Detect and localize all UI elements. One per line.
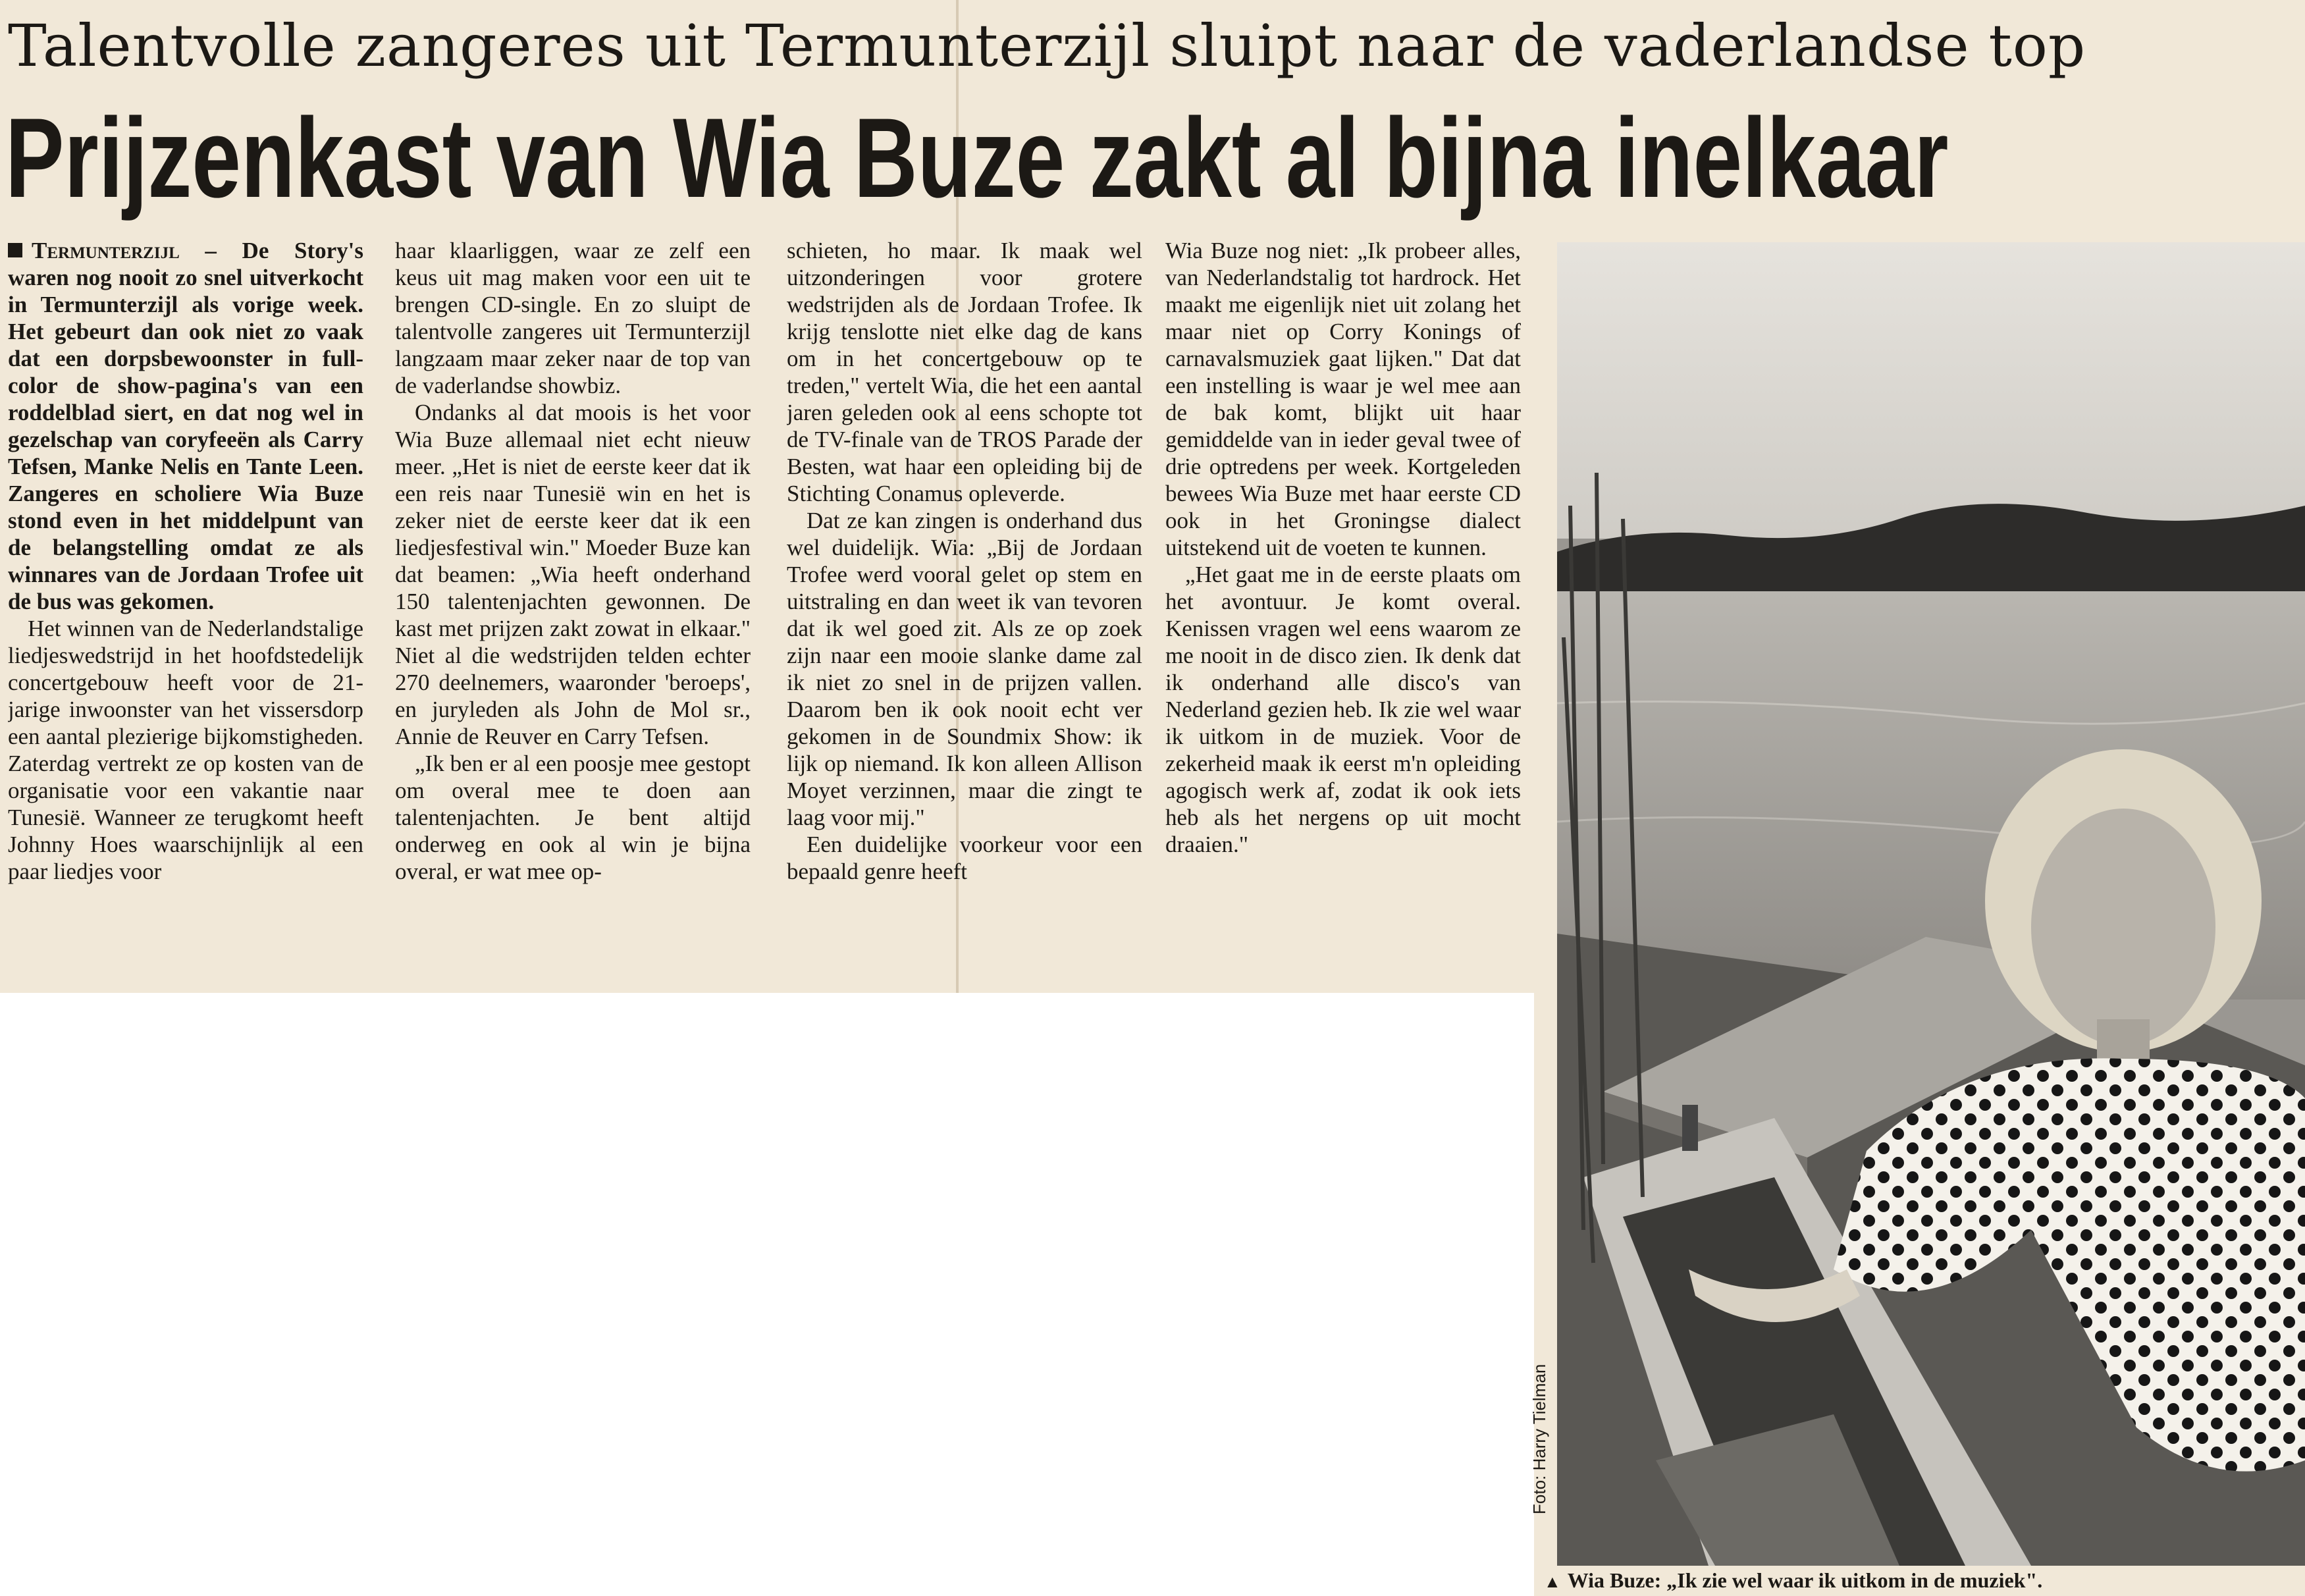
photo-woman-in-boat-image bbox=[1557, 242, 2305, 1566]
body-paragraph: Dat ze kan zingen is onderhand dus wel duidelijk. Wia: „Bij de Jordaan Trofee werd vooral gelet op stem en uitstraling en dan weet ik van tevoren dat ik wel goed zit. Als ze op zoek zijn naar een mooie slanke dame zal ik niet zo snel in de prijzen vallen. Daarom ben ik ook nooit echt ver gekomen in de Soundmix Show: ik lijk op niemand. Ik kon alleen Allison Moyet verzinnen, maar die zingt te laag voor mij." bbox=[787, 508, 1142, 830]
body-paragraph: Het winnen van de Nederlandstalige liedjeswedstrijd in het hoofdstedelijk concertgebouw heeft voor de 21-jarige inwoonster van het vissersdorp een aantal plezierige bijkomstigheden. Zaterdag vertrekt ze op kosten van de organisatie voor een vakantie naar Tunesië. Wanneer ze terugkomt heeft Johnny Hoes waarschijnlijk al een paar liedjes voor bbox=[8, 616, 363, 884]
article-column-3 bbox=[787, 237, 1142, 988]
article-headline: Prijzenkast van Wia Buze zakt al bijna inelkaar bbox=[5, 95, 1949, 221]
caption-text: Wia Buze: „Ik zie wel waar ik uitkom in de muziek". bbox=[1567, 1568, 2043, 1592]
body-paragraph: Een duidelijke voorkeur voor een bepaald genre heeft bbox=[787, 832, 1142, 884]
dateline: Termunterzijl bbox=[32, 238, 180, 263]
body-paragraph: „Het gaat me in de eerste plaats om het avontuur. Je komt overal. Kenissen vragen wel eens waarom ze me nooit in de disco zien. Ik denk dat ik onderhand alle disco's van Nederland gezien heb. Ik zie wel waar ik uitkom in de muziek. Voor de zekerheid maak ik eerst m'n opleiding agogisch werk af, zodat ik ook iets heb als het nergens op uit mocht draaien." bbox=[1165, 562, 1521, 857]
body-paragraph: haar klaarliggen, waar ze zelf een keus uit mag maken voor een uit te brengen CD-single. En zo sluipt de talentvolle zangeres uit Termunterzijl langzaam maar zeker naar de top van de vaderlandse showbiz. bbox=[395, 238, 751, 398]
article-photo bbox=[1557, 242, 2305, 1566]
bullet-icon bbox=[8, 243, 22, 257]
article-column-4 bbox=[1165, 237, 1521, 988]
article-kicker: Talentvolle zangeres uit Termunterzijl sluipt naar de vaderlandse top bbox=[8, 12, 2086, 80]
article-column-2 bbox=[395, 237, 751, 988]
lead-text: – De Story's waren nog nooit zo snel uitverkocht in Termunterzijl als vorige week. Het gebeurt dan ook niet zo vaak dat een dorpsbewoonster in full-color de show-pagina's van een roddelblad siert, en dat nog wel in gezelschap van coryfeeën als Carry Tefsen, Manke Nelis en Tante Leen. Zangeres en scholiere Wia Buze stond even in het middelpunt van de belangstelling omdat ze als winnares van de Jordaan Trofee uit de bus was gekomen. bbox=[8, 238, 363, 614]
triangle-marker-icon: ▲ bbox=[1544, 1572, 1561, 1591]
photo-credit: Foto: Harry Tielman bbox=[1529, 1364, 1549, 1514]
body-paragraph: Wia Buze nog niet: „Ik probeer alles, van Nederlandstalig tot hardrock. Het maakt me eigenlijk niet uit zolang het maar niet op Corry Konings of carnavalsmuziek gaat lijken." Dat dat een instelling is waar je wel mee aan de bak komt, blijkt uit haar gemiddelde van in ieder geval twee of drie optredens per week. Kortgeleden bewees Wia Buze met haar eerste CD ook in het Groningse dialect uitstekend uit de voeten te kunnen. bbox=[1165, 238, 1521, 560]
lead-paragraph bbox=[8, 237, 363, 615]
body-paragraph: schieten, ho maar. Ik maak wel uitzonderingen voor grotere wedstrijden als de Jordaan Trofee. Ik krijg tenslotte niet elke dag de kans om in het concertgebouw op te treden," vertelt Wia, die het een aantal jaren geleden ook al eens schopte tot de TV-finale van de TROS Parade der Besten, wat haar een opleiding bij de Stichting Conamus opleverde. bbox=[787, 238, 1142, 506]
photo-caption bbox=[1544, 1568, 2301, 1595]
article-column-1 bbox=[8, 237, 363, 988]
body-paragraph: „Ik ben er al een poosje mee gestopt om overal mee te doen aan talentenjachten. Je bent altijd onderweg en ook al win je bijna overal, er wat mee op- bbox=[395, 751, 751, 884]
body-paragraph: Ondanks al dat moois is het voor Wia Buze allemaal niet echt nieuw meer. „Het is niet de eerste keer dat ik een reis naar Tunesië win en het is zeker niet de eerste keer dat ik een liedjesfestival win." Moeder Buze kan dat beamen: „Wia heeft onderhand 150 talentenjachten gewonnen. De kast met prijzen zakt zowat in elkaar." Niet al die wedstrijden telden echter 270 deelnemers, waaronder 'beroeps', en juryleden als John de Mol sr., Annie de Reuver en Carry Tefsen. bbox=[395, 400, 751, 749]
